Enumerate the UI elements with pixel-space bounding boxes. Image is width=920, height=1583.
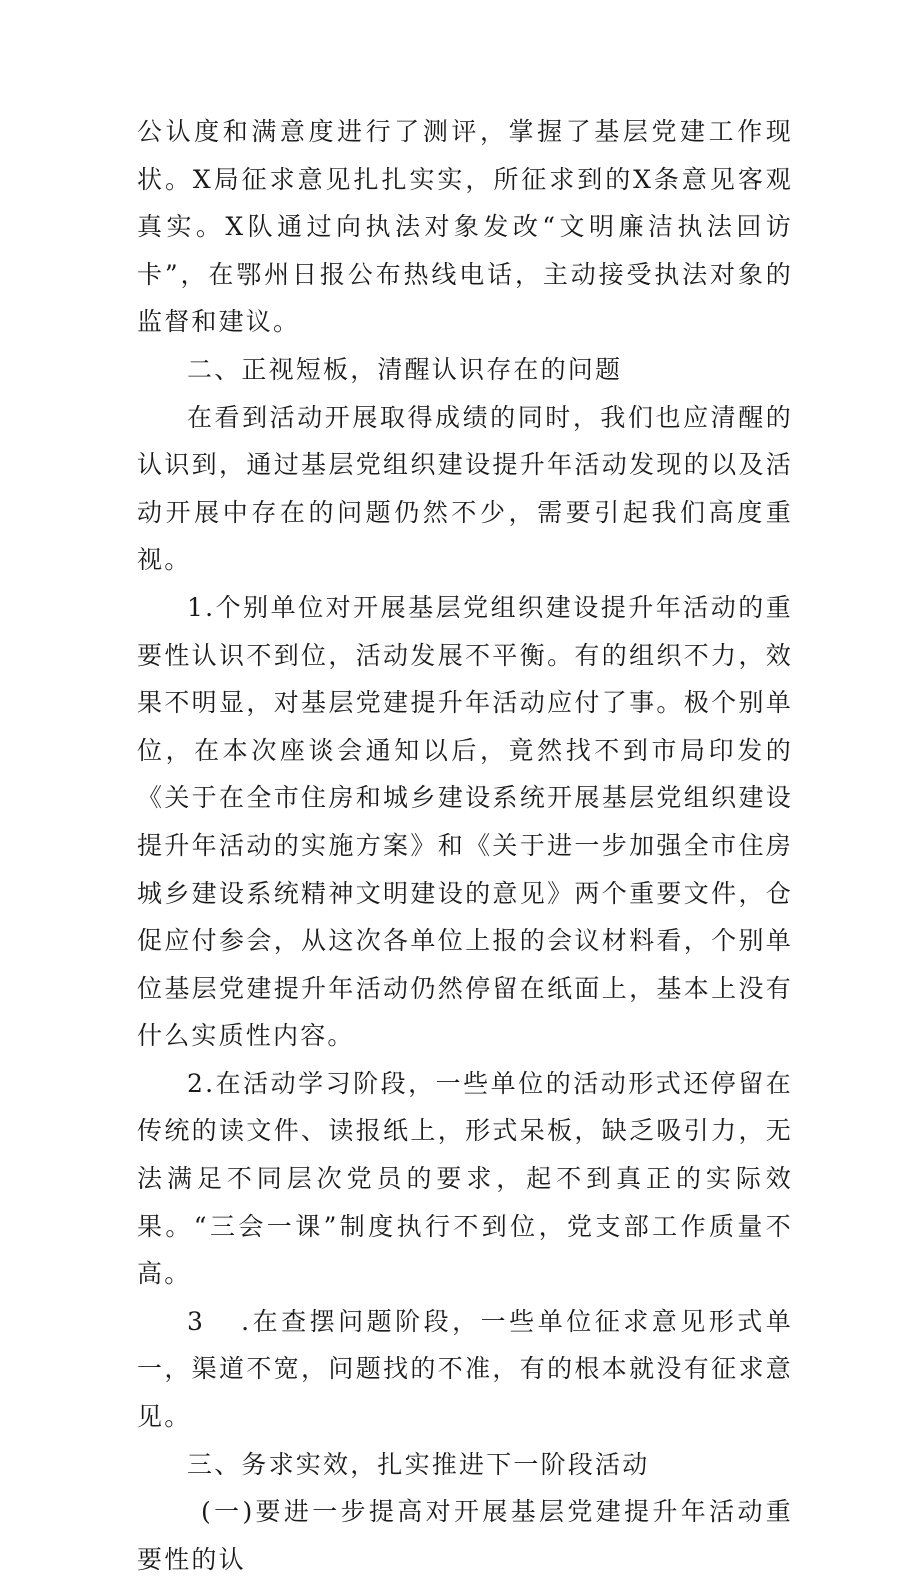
paragraph-assessment-continuation: 公认度和满意度进行了测评，掌握了基层党建工作现状。X局征求意见扎扎实实，所征求到的X条意见客观真实。X队通过向执法对象发改“文明廉洁执法回访卡”，在鄂州日报公布热线电话，主动接受执法对象的监督和建议。 (137, 117, 793, 337)
paragraph-section-2-intro: 在看到活动开展取得成绩的同时，我们也应清醒的认识到，通过基层党组织建设提升年活动发现的以及活动开展中存在的问题仍然不少，需要引起我们高度重视。 (137, 402, 793, 575)
paragraph-issue-1: 1.个别单位对开展基层党组织建设提升年活动的重要性认识不到位，活动发展不平衡。有的组织不力，效果不明显，对基层党建提升年活动应付了事。极个别单位，在本次座谈会通知以后，竟然找不到市局印发的《关于在全市住房和城乡建设系统开展基层党组织建设提升年活动的实施方案》和《关于进一步加强全市住房城乡建设系统精神文明建设的意见》两个重要文件，仓促应付参会，从这次各单位上报的会议材料看，个别单位基层党建提升年活动仍然停留在纸面上，基本上没有什么实质性内容。 (137, 592, 793, 1051)
section-3-heading: 三、务求实效，扎实推进下一阶段活动 (187, 1449, 650, 1479)
document-body (137, 108, 793, 1583)
issue-3-text: .在查摆问题阶段，一些单位征求意见形式单一，渠道不宽，问题找的不准，有的根本就没有征求意见。 (137, 1306, 793, 1432)
section-3-subheading-1: (一)要进一步提高对开展基层党建提升年活动重要性的认 (137, 1497, 793, 1574)
issue-3-number: 3 (187, 1306, 206, 1336)
paragraph-issue-3 (137, 1298, 793, 1441)
paragraph-issue-2: 2.在活动学习阶段，一些单位的活动形式还停留在传统的读文件、读报纸上，形式呆板，缺乏吸引力，无法满足不同层次党员的要求，起不到真正的实际效果。“三会一课”制度执行不到位，党支部工作质量不高。 (137, 1068, 793, 1289)
section-2-heading: 二、正视短板，清醒认识存在的问题 (187, 354, 623, 384)
